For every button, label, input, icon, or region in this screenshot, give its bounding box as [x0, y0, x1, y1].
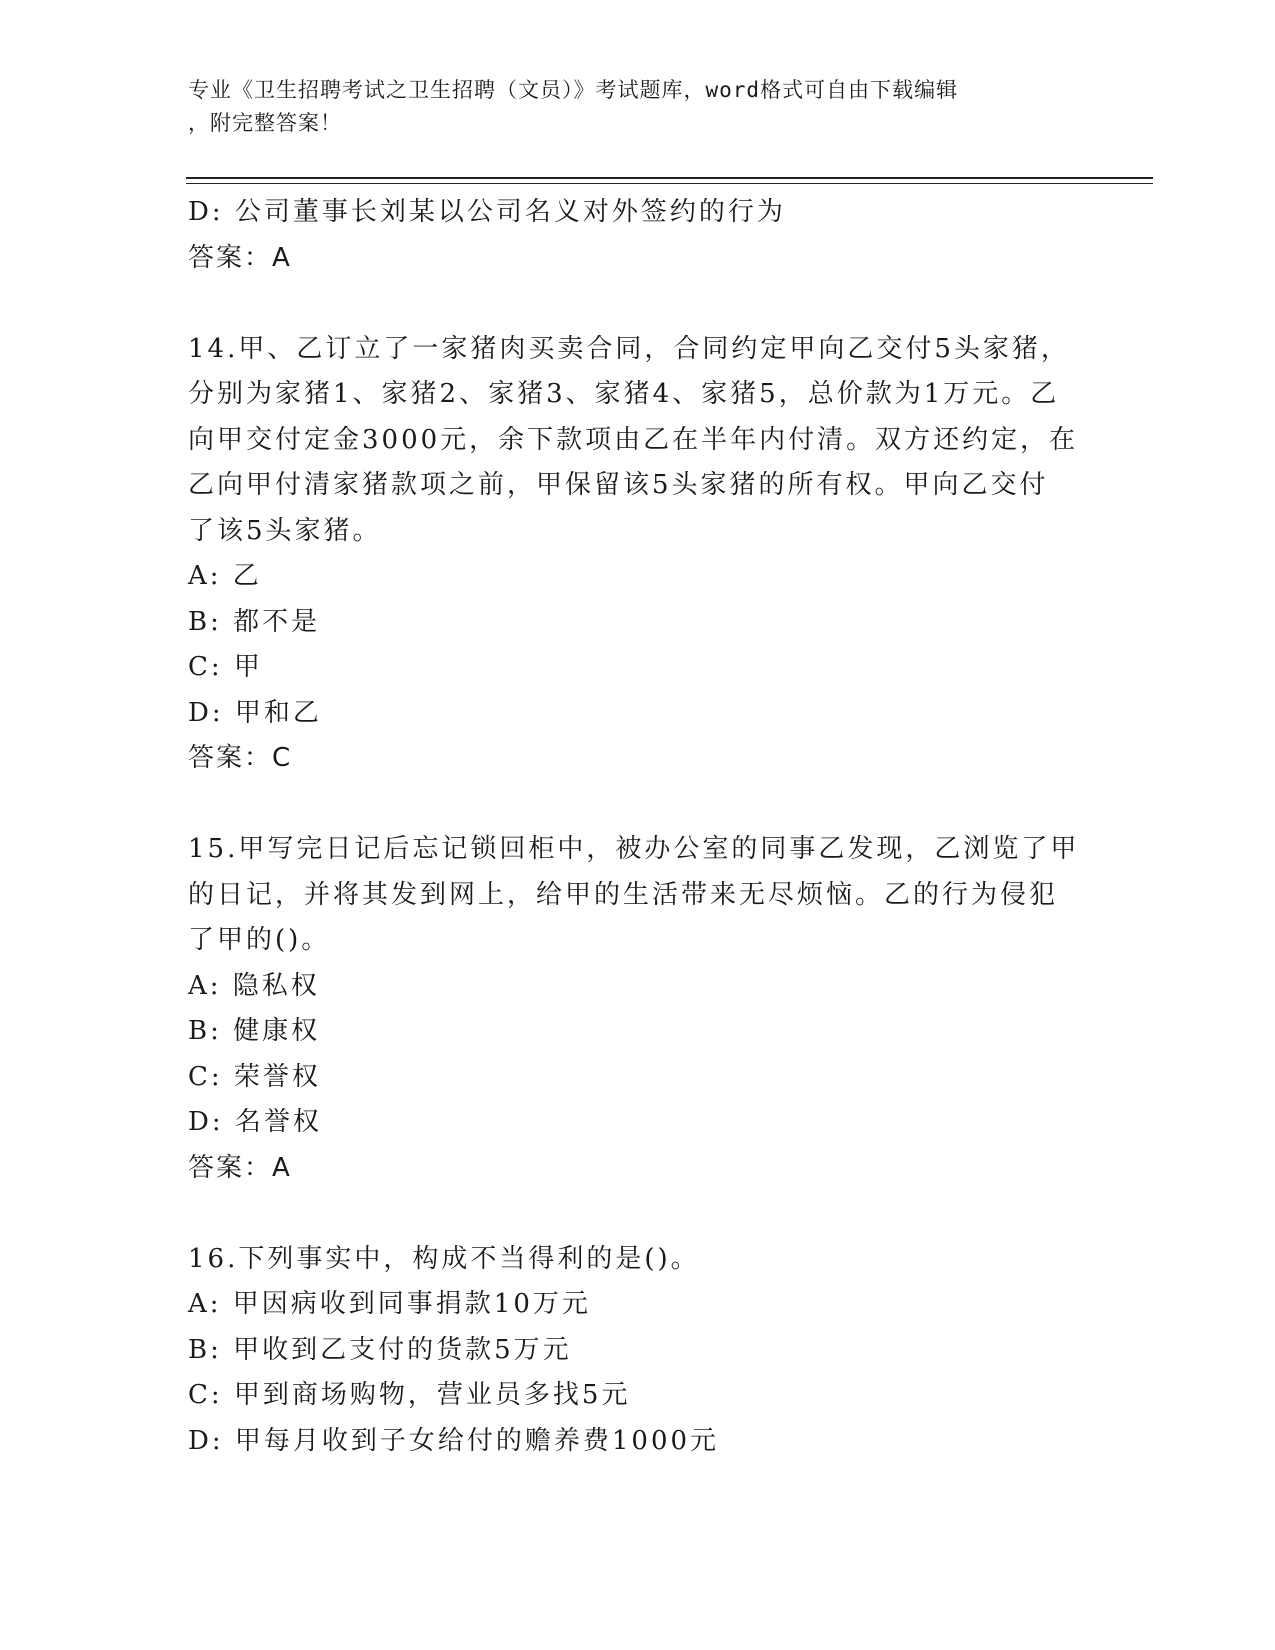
question-15-option-c: C: 荣誉权 [188, 1061, 321, 1092]
question-15-stem-line: 了甲的()。 [188, 925, 331, 955]
question-14-option-d: D: 甲和乙 [188, 697, 322, 728]
question-14-stem-line: 向甲交付定金3000元，余下款项由乙在半年内付清。双方还约定，在 [188, 424, 1079, 455]
question-16-option-d: D: 甲每月收到子女给付的赡养费1000元 [188, 1425, 720, 1456]
question-15-stem-line: 的日记，并将其发到网上，给甲的生活带来无尽烦恼。乙的行为侵犯 [188, 879, 1059, 910]
question-15-option-a: A: 隐私权 [188, 970, 320, 1001]
question-14-stem-line: 14.甲、乙订立了一家猪肉买卖合同，合同约定甲向乙交付5头家猪， [188, 333, 1070, 364]
question-16-option-a: A: 甲因病收到同事捐款10万元 [188, 1289, 591, 1319]
spacer [188, 281, 1088, 327]
question-16 [188, 1237, 1088, 1465]
header-rule-thick [186, 177, 1153, 179]
question-14-stem-line: 分别为家猪1、家猪2、家猪3、家猪4、家猪5，总价款为1万元。乙 [188, 379, 1060, 409]
question-14-option-a: A: 乙 [188, 561, 262, 591]
question-14-option-c: C: 甲 [188, 652, 263, 682]
question-14-stem-line: 乙向甲付清家猪款项之前，甲保留该5头家猪的所有权。甲向乙交付 [188, 470, 1049, 500]
question-14 [188, 327, 1088, 782]
question-14-stem-line: 了该5头家猪。 [188, 515, 382, 546]
header-line-2: ，附完整答案！ [188, 111, 342, 135]
question-16-stem-line: 16.下列事实中，构成不当得利的是()。 [188, 1243, 700, 1274]
prev-answer: 答案：A [188, 242, 292, 273]
question-16-option-b: B: 甲收到乙支付的货款5万元 [188, 1334, 572, 1365]
header-line-1: 专业《卫生招聘考试之卫生招聘（文员）》考试题库，word格式可自由下载编辑 [188, 78, 959, 102]
question-content [188, 190, 1088, 1464]
header-rule-thin [186, 183, 1153, 184]
question-16-option-c: C: 甲到商场购物，营业员多找5元 [188, 1380, 631, 1410]
spacer [188, 1191, 1088, 1237]
question-15-option-d: D: 名誉权 [188, 1107, 322, 1137]
question-14-option-b: B: 都不是 [188, 606, 321, 637]
document-header [188, 74, 1088, 140]
spacer [188, 782, 1088, 828]
prev-option-d: D: 公司董事长刘某以公司名义对外签约的行为 [188, 197, 786, 227]
question-15 [188, 827, 1088, 1191]
question-15-answer: 答案：A [188, 1152, 292, 1183]
question-15-stem-line: 15.甲写完日记后忘记锁回柜中，被办公室的同事乙发现，乙浏览了甲 [188, 834, 1080, 864]
question-15-option-b: B: 健康权 [188, 1016, 321, 1046]
question-14-answer: 答案：C [188, 743, 293, 773]
